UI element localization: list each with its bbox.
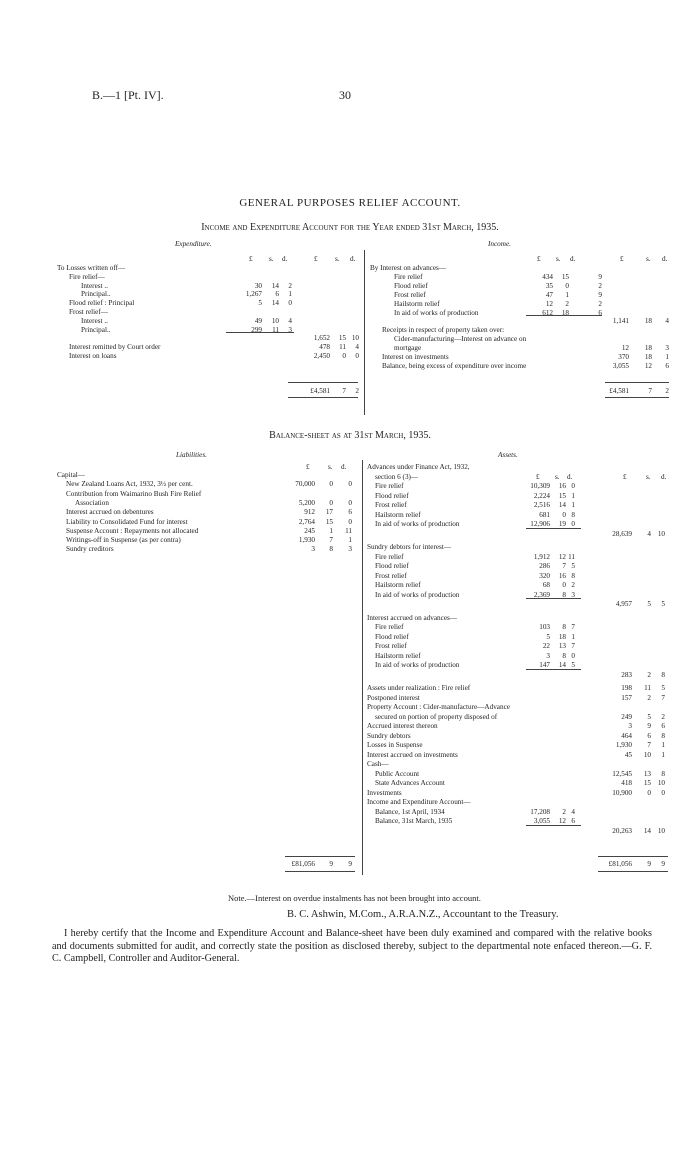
line-total-pence: 4 [355, 343, 359, 352]
line-label: Hailstorm relief [375, 651, 421, 660]
line-label: Principal.. [81, 290, 111, 299]
line-total-shillings: 11 [644, 684, 651, 692]
liab-col-d-0: d. [341, 463, 347, 471]
line-amount-shillings: 14 [558, 501, 566, 509]
subtotal-rule [526, 669, 581, 670]
line-amount-pounds: 681 [539, 510, 550, 519]
line-total-shillings: 0 [342, 352, 346, 360]
line-amount-pounds: 299 [251, 325, 262, 334]
inc-col-s-0: s. [556, 255, 561, 263]
line-amount-pence: 6 [598, 308, 602, 317]
ast-col-pounds-0: £ [536, 473, 540, 481]
line-label: Sundry debtors for interest— [367, 543, 452, 551]
line-total-pence: 0 [348, 498, 352, 507]
exp-grand-total-shillings: 7 [342, 387, 346, 395]
line-amount-shillings: 0 [562, 581, 566, 589]
line-total-pounds: 3 [311, 545, 315, 554]
line-total-pence: 6 [661, 722, 665, 730]
line-amount-pence: 7 [571, 642, 575, 650]
line-amount-shillings: 8 [562, 623, 566, 631]
line-amount-pounds: 103 [539, 623, 550, 631]
line-amount-pence: 5 [571, 661, 575, 669]
line-amount-shillings: 15 [561, 272, 569, 281]
line-label: Frost relief [375, 571, 407, 580]
line-label: Receipts in respect of property taken over: [382, 326, 505, 335]
inc-grand-total-pence: 2 [665, 387, 669, 395]
inc-col-pounds-1: £ [620, 255, 624, 263]
line-total-pounds: 5,200 [298, 498, 315, 507]
line-total-shillings: 0 [329, 498, 333, 507]
line-label: Association [75, 498, 109, 507]
ast-col-s-1: s. [646, 473, 651, 481]
line-label: State Advances Account [375, 779, 445, 787]
line-label: Frost relief— [69, 308, 108, 316]
signature: B. C. Ashwin, M.Com., A.R.A.N.Z., Accountant to the Treasury. [287, 909, 559, 920]
line-amount-pounds: 12 [545, 299, 553, 308]
subtotal-rule [526, 315, 602, 316]
line-label: Flood relief : Principal [69, 299, 135, 308]
liab-grand-total-shillings: 9 [329, 860, 333, 868]
line-total-pence: 0 [355, 352, 359, 360]
line-total-pounds: 370 [618, 353, 629, 361]
line-total-pounds: 12,545 [612, 769, 632, 778]
line-label: Principal.. [81, 325, 111, 334]
line-amount-shillings: 7 [562, 562, 566, 570]
line-label: Frost relief [375, 501, 407, 509]
ast-col-s-0: s. [555, 473, 560, 481]
line-total-pounds: 28,639 [612, 529, 632, 538]
line-total-pence: 2 [661, 712, 665, 721]
line-amount-pounds: 2,224 [533, 491, 550, 500]
line-label: Advances under Finance Act, 1932, [367, 463, 470, 471]
line-total-pounds: 198 [621, 684, 632, 692]
line-amount-pence: 9 [598, 290, 602, 299]
line-amount-pence: 1 [571, 501, 575, 509]
line-label: mortgage [394, 344, 422, 353]
line-total-pounds: 2,764 [298, 517, 315, 526]
line-label: Fire relief [375, 482, 404, 490]
line-total-shillings: 14 [643, 826, 651, 835]
line-label: Liability to Consolidated Fund for interest [66, 517, 188, 526]
line-total-pence: 0 [661, 788, 665, 797]
line-total-pence: 1 [661, 741, 665, 749]
ie-divider [364, 250, 365, 415]
line-label: In aid of works of production [375, 661, 460, 669]
line-total-shillings: 7 [647, 741, 651, 749]
liab-col-pounds-0: £ [306, 463, 310, 471]
line-label: section 6 (3)— [375, 472, 419, 481]
line-total-pounds: 10,900 [612, 788, 632, 797]
line-total-pounds: 45 [624, 750, 632, 759]
line-amount-shillings: 1 [565, 290, 569, 299]
line-total-shillings: 17 [325, 508, 333, 517]
line-amount-pence: 0 [571, 482, 575, 490]
audit-certificate: I hereby certify that the Income and Expenditure Account and Balance-sheet have been duly examined and compared with the relative books and documents submitted for audit, and correctly state the position as disclosed thereby, subject to the departmental note enfaced thereon.—G. F. C. Campbell, Controller and Auditor-General. [52, 928, 652, 964]
line-total-pence: 10 [657, 529, 665, 538]
line-amount-pounds: 5 [546, 632, 550, 641]
line-total-pence: 10 [351, 334, 359, 343]
ast-total-rule-bottom [598, 871, 668, 872]
line-total-shillings: 11 [339, 343, 346, 352]
line-amount-pounds: 2,516 [533, 501, 550, 509]
line-total-pence: 5 [661, 600, 665, 608]
line-total-pounds: 418 [621, 779, 632, 787]
line-label: Accrued interest thereon [367, 722, 438, 730]
line-total-pence: 6 [348, 508, 352, 517]
line-label: Interest on loans [69, 352, 117, 360]
line-total-shillings: 1 [329, 526, 333, 535]
line-label: By Interest on advances— [370, 264, 447, 272]
line-total-shillings: 12 [644, 361, 652, 370]
line-total-pence: 10 [657, 779, 665, 787]
ast-grand-total-pounds: £81,056 [608, 860, 632, 868]
line-label: Public Account [375, 769, 420, 778]
line-amount-pounds: 35 [545, 281, 553, 290]
line-label: Flood relief [394, 281, 428, 290]
line-label: Fire relief [394, 272, 423, 281]
line-label: Hailstorm relief [394, 299, 440, 308]
line-amount-shillings: 12 [558, 552, 566, 561]
line-label: Cash— [367, 760, 389, 768]
line-amount-pounds: 1,267 [245, 290, 262, 299]
line-label: Cider-manufacturing—Interest on advance on [394, 335, 527, 344]
line-amount-pounds: 3 [546, 651, 550, 660]
exp-total-rule-bottom [288, 397, 358, 398]
inc-grand-total-shillings: 7 [648, 387, 652, 395]
line-label: Frost relief [375, 642, 407, 650]
line-label: In aid of works of production [375, 590, 460, 599]
expenditure-heading: Expenditure. [175, 240, 212, 248]
ast-col-d-1: d. [661, 473, 667, 481]
line-label: Capital— [57, 471, 85, 479]
line-amount-pence: 11 [568, 552, 575, 561]
exp-col-d-0: d. [282, 255, 288, 263]
line-amount-pounds: 2,369 [533, 590, 550, 599]
line-total-shillings: 10 [643, 750, 651, 759]
line-amount-shillings: 8 [562, 651, 566, 660]
line-total-pence: 0 [348, 480, 352, 489]
line-amount-shillings: 14 [558, 661, 566, 669]
line-label: Property Account : Cider-manufacture—Advance [367, 703, 510, 711]
line-label: Fire relief— [69, 272, 105, 281]
line-amount-pounds: 5 [258, 299, 262, 308]
line-label: secured on portion of property disposed of [375, 712, 498, 721]
line-label: Flood relief [375, 491, 409, 500]
line-amount-pence: 5 [571, 562, 575, 570]
line-amount-pounds: 10,309 [530, 482, 550, 490]
line-total-pence: 6 [665, 361, 669, 370]
line-total-pounds: 4,957 [615, 600, 632, 608]
line-amount-pence: 2 [571, 581, 575, 589]
line-label: Fire relief [375, 623, 404, 631]
line-total-pounds: 912 [304, 508, 315, 517]
line-total-pounds: 478 [319, 343, 330, 352]
line-amount-shillings: 16 [558, 482, 566, 490]
line-amount-pence: 4 [288, 316, 292, 325]
line-total-pounds: 157 [621, 693, 632, 702]
line-total-pence: 4 [665, 317, 669, 326]
exp-total-rule-top [288, 382, 358, 383]
line-amount-pounds: 434 [542, 272, 553, 281]
line-total-pounds: 249 [621, 712, 632, 721]
inc-col-s-1: s. [646, 255, 651, 263]
line-amount-pounds: 68 [542, 581, 550, 589]
line-amount-pence: 2 [598, 299, 602, 308]
line-amount-pence: 7 [571, 623, 575, 631]
exp-col-s-0: s. [269, 255, 274, 263]
line-label: Interest accrued on advances— [367, 613, 457, 622]
line-total-shillings: 4 [647, 529, 651, 538]
note: Note.—Interest on overdue instalments has not been brought into account. [228, 893, 481, 903]
liab-grand-total-pounds: £81,056 [291, 860, 315, 868]
line-amount-shillings: 15 [558, 491, 566, 500]
inc-col-d-1: d. [662, 255, 668, 263]
line-amount-shillings: 0 [562, 510, 566, 519]
line-total-pence: 0 [348, 517, 352, 526]
line-amount-pounds: 3,055 [533, 817, 550, 825]
inc-total-rule-bottom [605, 397, 669, 398]
line-total-shillings: 8 [329, 545, 333, 554]
line-total-shillings: 18 [644, 344, 652, 353]
line-label: Balance, 1st April, 1934 [375, 807, 445, 816]
ast-total-rule-top [598, 856, 668, 857]
line-total-pounds: 1,930 [298, 536, 315, 545]
line-total-pence: 11 [345, 526, 352, 535]
line-amount-pence: 8 [571, 510, 575, 519]
income-heading: Income. [488, 240, 511, 248]
line-total-shillings: 15 [643, 779, 651, 787]
line-label: Writings-off in Suspense (as per contra) [66, 536, 181, 545]
liab-total-rule-bottom [285, 871, 355, 872]
liabilities-heading: Liabilities. [176, 451, 207, 459]
inc-total-rule-top [605, 382, 669, 383]
ast-grand-total-shillings: 9 [647, 860, 651, 868]
line-amount-shillings: 13 [558, 642, 566, 650]
line-label: Interest on investments [382, 353, 449, 361]
line-amount-shillings: 14 [271, 299, 279, 308]
line-total-pounds: 245 [304, 526, 315, 535]
line-amount-shillings: 8 [562, 590, 566, 599]
line-total-pence: 3 [665, 344, 669, 353]
line-amount-pence: 0 [571, 520, 575, 528]
exp-grand-total-pence: 2 [355, 387, 359, 395]
line-amount-pounds: 612 [542, 308, 553, 317]
liab-col-s-0: s. [328, 463, 333, 471]
exp-col-d-1: d. [350, 255, 356, 263]
line-amount-pence: 1 [288, 290, 292, 299]
subtotal-rule [526, 528, 581, 529]
line-amount-pounds: 47 [545, 290, 553, 299]
ast-col-d-0: d. [567, 473, 573, 481]
line-label: In aid of works of production [375, 520, 460, 528]
line-total-pence: 5 [661, 684, 665, 692]
line-label: Sundry debtors [367, 731, 411, 740]
line-label: Interest remitted by Court order [69, 343, 161, 352]
line-label: Balance, being excess of expenditure over income [382, 361, 527, 370]
ast-col-pounds-1: £ [623, 473, 627, 481]
line-total-pounds: 12 [621, 344, 629, 353]
line-label: Flood relief [375, 632, 409, 641]
exp-grand-total-pounds: £4,581 [310, 387, 330, 395]
line-total-pence: 8 [661, 731, 665, 740]
line-label: Interest .. [81, 316, 108, 325]
line-total-pounds: 464 [621, 731, 632, 740]
line-total-shillings: 18 [644, 353, 652, 361]
line-amount-pounds: 22 [542, 642, 550, 650]
line-total-shillings: 0 [329, 480, 333, 489]
subtotal-rule [526, 598, 581, 599]
line-total-shillings: 7 [329, 536, 333, 545]
line-total-shillings: 2 [647, 670, 651, 679]
line-total-shillings: 9 [647, 722, 651, 730]
line-amount-pence: 0 [571, 651, 575, 660]
line-amount-shillings: 18 [558, 632, 566, 641]
line-amount-shillings: 18 [561, 308, 569, 317]
line-amount-shillings: 2 [562, 807, 566, 816]
inc-col-pounds-0: £ [537, 255, 541, 263]
liab-grand-total-pence: 9 [348, 860, 352, 868]
line-total-shillings: 2 [647, 693, 651, 702]
line-label: Investments [367, 788, 402, 797]
line-amount-shillings: 2 [565, 299, 569, 308]
line-amount-pence: 3 [571, 590, 575, 599]
line-label: Losses in Suspense [367, 741, 423, 749]
line-amount-shillings: 19 [558, 520, 566, 528]
line-amount-pence: 1 [571, 491, 575, 500]
line-amount-shillings: 11 [272, 325, 279, 334]
line-amount-pence: 2 [288, 281, 292, 290]
line-amount-pence: 6 [571, 817, 575, 825]
line-total-shillings: 5 [647, 712, 651, 721]
line-amount-pence: 8 [571, 571, 575, 580]
line-amount-pounds: 147 [539, 661, 550, 669]
assets-heading: Assets. [498, 451, 518, 459]
line-amount-pounds: 286 [539, 562, 550, 570]
line-label: Assets under realization : Fire relief [367, 684, 471, 692]
line-amount-shillings: 10 [271, 316, 279, 325]
subtotal-rule [526, 825, 581, 826]
exp-col-pounds-0: £ [249, 255, 253, 263]
line-label: Frost relief [394, 290, 426, 299]
line-label: In aid of works of production [394, 308, 479, 317]
line-amount-pence: 2 [598, 281, 602, 290]
bs-divider [362, 460, 363, 875]
line-total-pounds: 1,652 [313, 334, 330, 343]
exp-col-s-1: s. [335, 255, 340, 263]
line-total-pence: 1 [665, 353, 669, 361]
line-amount-shillings: 14 [271, 281, 279, 290]
line-amount-pence: 0 [288, 299, 292, 308]
line-amount-pounds: 49 [254, 316, 262, 325]
inc-col-d-0: d. [570, 255, 576, 263]
line-label: Fire relief [375, 552, 404, 561]
line-amount-pounds: 12,906 [530, 520, 550, 528]
line-amount-pounds: 320 [539, 571, 550, 580]
line-total-pounds: 20,263 [612, 826, 632, 835]
account-title: GENERAL PURPOSES RELIEF ACCOUNT. [239, 197, 461, 209]
line-total-pence: 10 [657, 826, 665, 835]
ast-grand-total-pence: 9 [661, 860, 665, 868]
line-label: Flood relief [375, 562, 409, 570]
line-label: Interest .. [81, 281, 108, 290]
line-amount-pence: 1 [571, 632, 575, 641]
line-total-shillings: 15 [325, 517, 333, 526]
ie-subtitle: Income and Expenditure Account for the Year ended 31st March, 1935. [201, 222, 499, 233]
line-total-pence: 7 [661, 693, 665, 702]
line-total-pounds: 1,141 [612, 317, 629, 326]
line-label: Hailstorm relief [375, 581, 421, 589]
line-total-shillings: 13 [643, 769, 651, 778]
line-amount-pounds: 1,912 [533, 552, 550, 561]
line-total-shillings: 15 [338, 334, 346, 343]
subtotal-rule [226, 332, 294, 333]
line-total-pence: 3 [348, 545, 352, 554]
exp-col-pounds-1: £ [314, 255, 318, 263]
line-total-pounds: 1,930 [615, 741, 632, 749]
line-total-pence: 1 [348, 536, 352, 545]
line-total-pence: 1 [661, 750, 665, 759]
line-total-pounds: 283 [621, 670, 632, 679]
line-amount-pounds: 30 [254, 281, 262, 290]
inc-grand-total-pounds: £4,581 [609, 387, 629, 395]
line-total-pounds: 3,055 [612, 361, 629, 370]
line-total-pence: 8 [661, 769, 665, 778]
line-amount-pence: 3 [288, 325, 292, 334]
line-total-pounds: 70,000 [295, 480, 315, 489]
line-amount-pence: 4 [571, 807, 575, 816]
liab-total-rule-top [285, 856, 355, 857]
line-total-shillings: 18 [644, 317, 652, 326]
line-total-pence: 8 [661, 670, 665, 679]
line-amount-shillings: 16 [558, 571, 566, 580]
line-total-shillings: 0 [647, 788, 651, 797]
page-number: 30 [339, 88, 351, 102]
line-label: To Losses written off— [57, 264, 126, 272]
line-amount-shillings: 12 [558, 817, 566, 825]
line-label: Interest accrued on investments [367, 750, 458, 759]
line-amount-shillings: 0 [565, 281, 569, 290]
line-label: Hailstorm relief [375, 510, 421, 519]
line-total-pounds: 3 [628, 722, 632, 730]
line-total-shillings: 5 [647, 600, 651, 608]
line-label: New Zealand Loans Act, 1932, 3½ per cent. [66, 480, 193, 489]
line-label: Contribution from Waimarino Bush Fire Relief [66, 489, 202, 498]
line-total-pounds: 2,450 [313, 352, 330, 360]
line-label: Balance, 31st March, 1935 [375, 817, 453, 825]
line-total-shillings: 6 [647, 731, 651, 740]
page-header-ref: B.—1 [Pt. IV]. [92, 88, 164, 102]
line-label: Postponed interest [367, 693, 420, 702]
line-label: Interest accrued on debentures [66, 508, 154, 517]
line-amount-pence: 9 [598, 272, 602, 281]
line-amount-shillings: 6 [275, 290, 279, 299]
bs-subtitle: Balance-sheet as at 31st March, 1935. [269, 430, 431, 441]
line-label: Sundry creditors [66, 545, 114, 554]
line-label: Income and Expenditure Account— [367, 798, 471, 806]
line-label: Suspense Account : Repayments not allocated [66, 526, 199, 535]
line-amount-pounds: 17,208 [530, 807, 550, 816]
